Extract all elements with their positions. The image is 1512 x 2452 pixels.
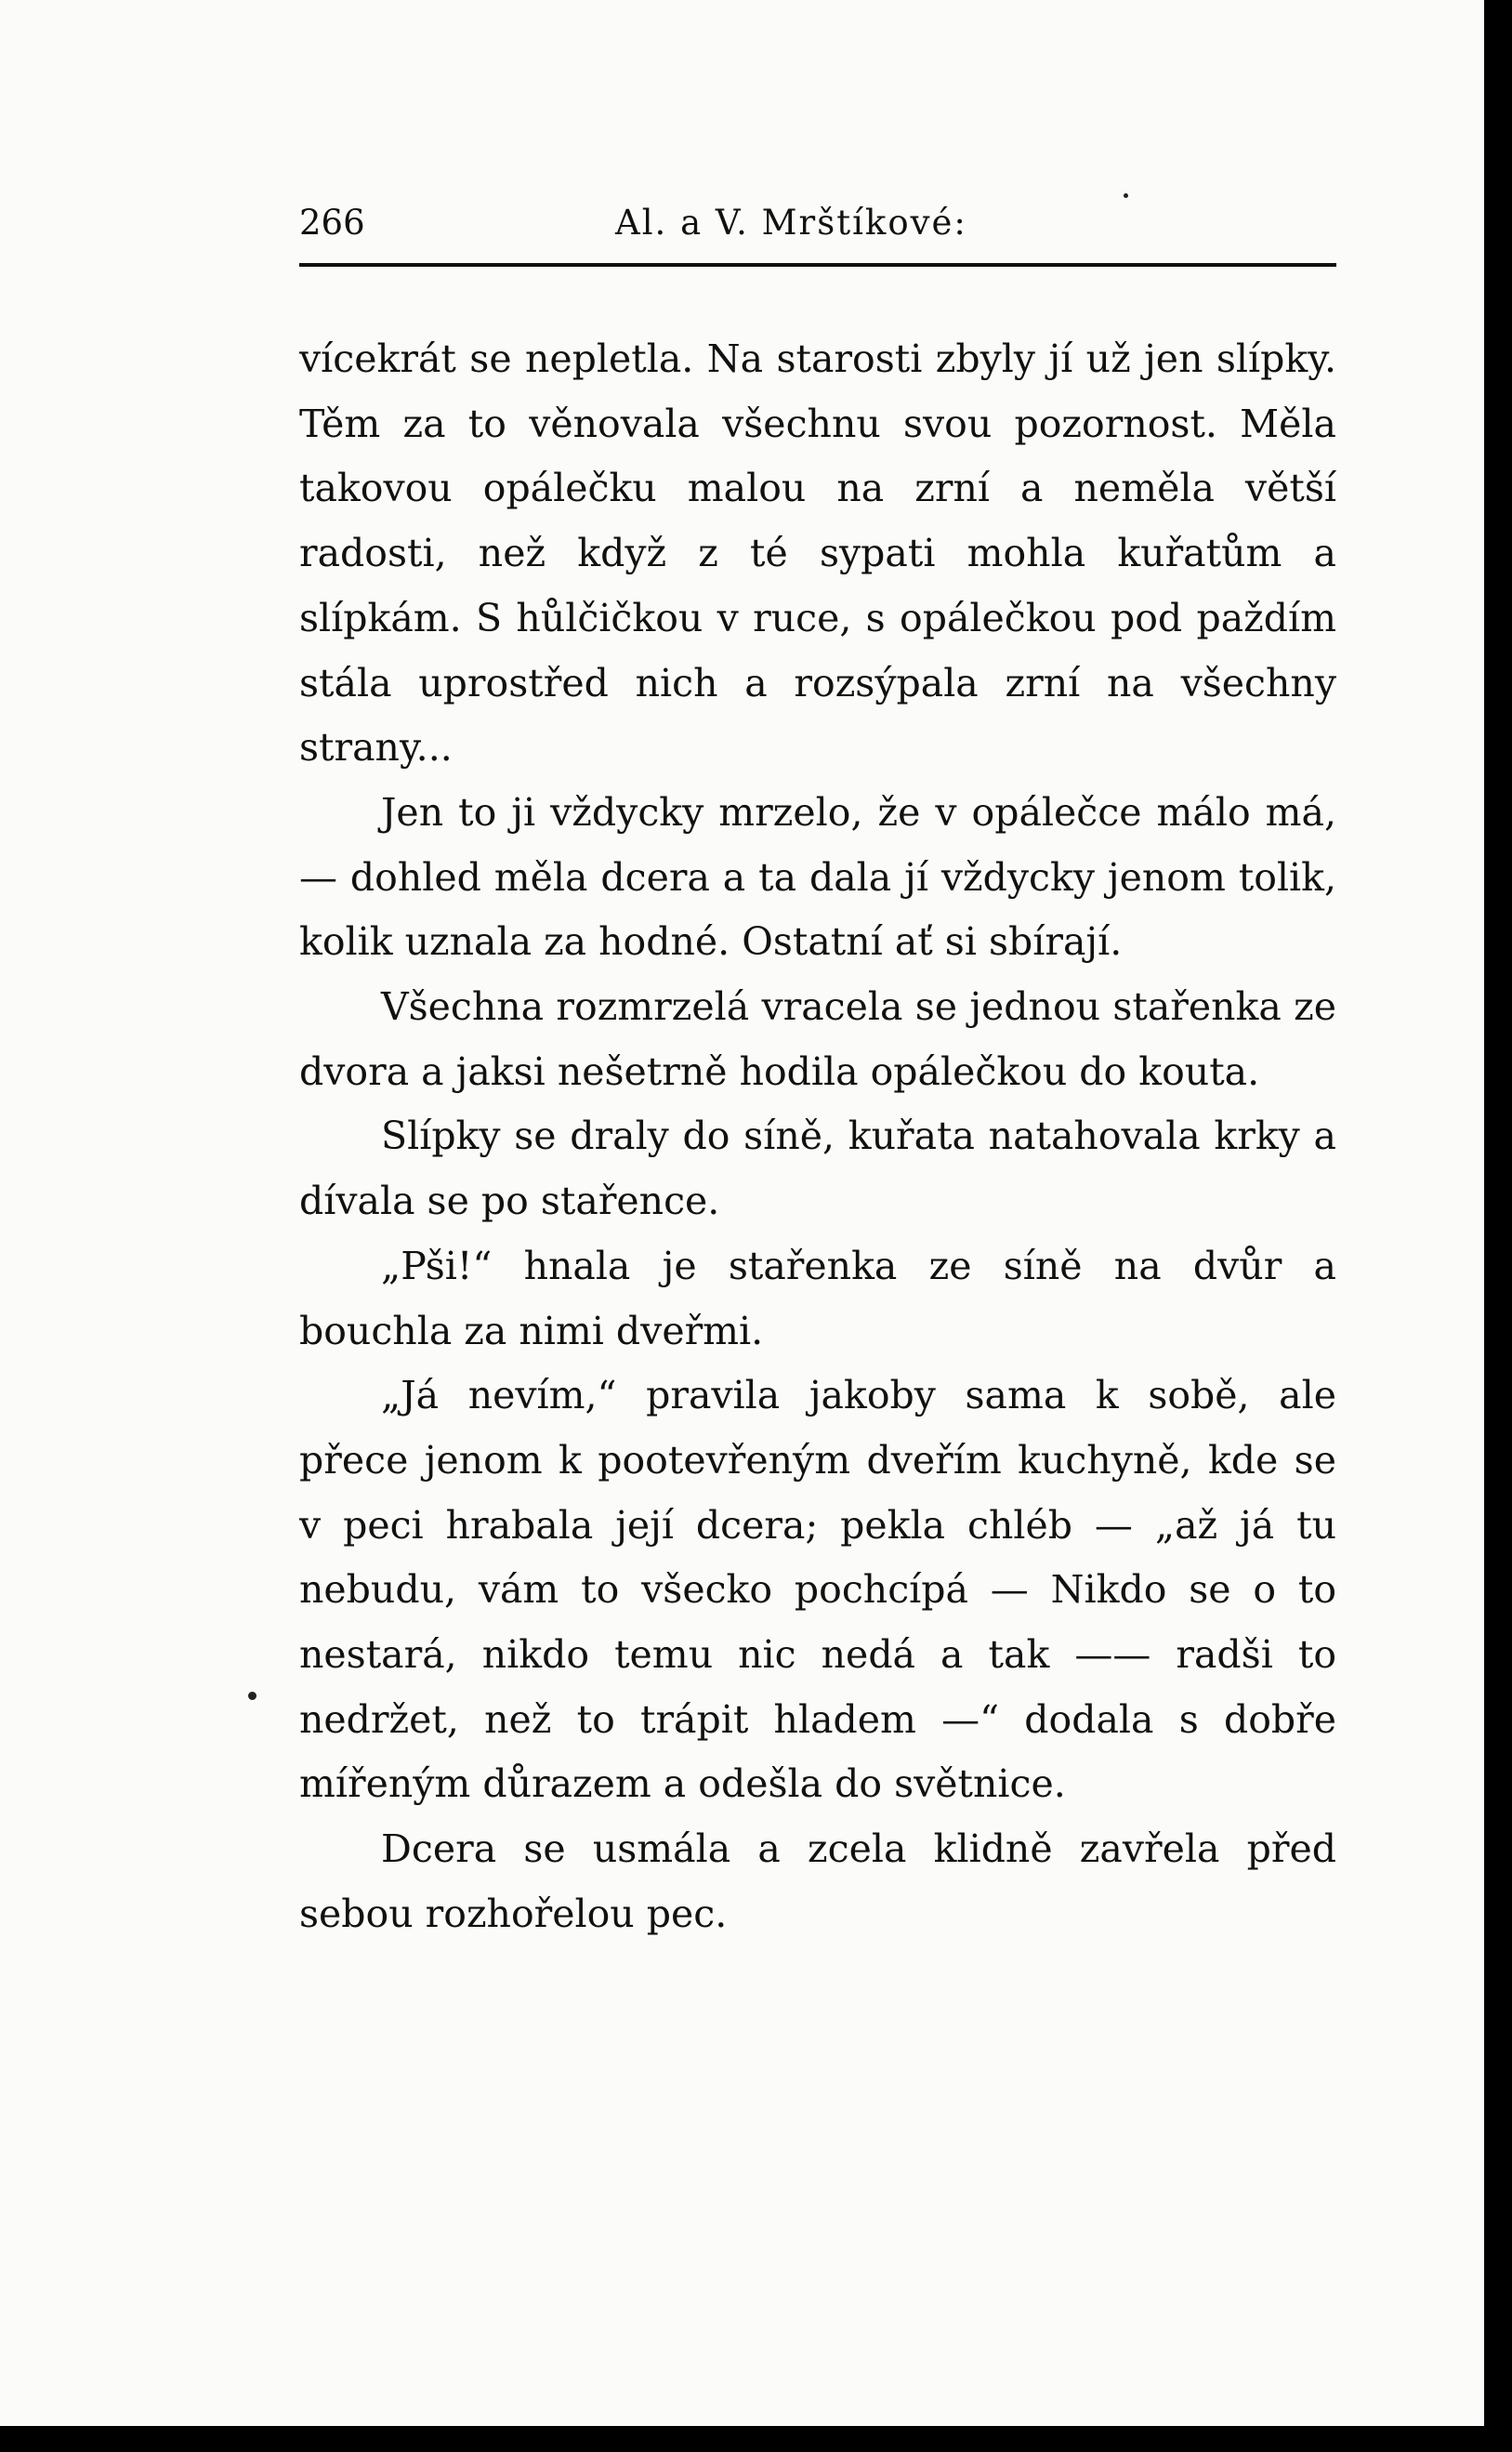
ink-speck	[248, 1692, 256, 1700]
paragraph-2: Jen to ji vždycky mrzelo, že v opálečce málo má, — dohled měla dcera a ta dala jí vždycky jenom tolik, kolik uznala za hodné. Ostatní ať si sbírají.	[299, 789, 1336, 965]
running-title: Al. a V. Mrštíkové:	[615, 203, 967, 243]
page-header	[299, 195, 1336, 249]
body-text	[299, 327, 1336, 1947]
paragraph-7: Dcera se usmála a zcela klidně zavřela před sebou rozhořelou pec.	[299, 1826, 1336, 1936]
paragraph-1: vícekrát se nepletla. Na starosti zbyly jí už jen slípky. Těm za to věnovala všechnu svou pozornost. Měla takovou opálečku malou na zrní a neměla větší radosti, než když z té sypati mohla kuřatům a slípkám. S hůlčičkou v ruce, s opálečkou pod paždím stála uprostřed nich a rozsýpala zrní na všechny strany...	[299, 336, 1336, 771]
paragraph-5: „Pši!“ hnala je stařenka ze síně na dvůr a bouchla za nimi dveřmi.	[299, 1243, 1336, 1353]
page-number: 266	[299, 203, 365, 243]
ink-speck	[1124, 193, 1128, 198]
paragraph-6: „Já nevím,“ pravila jakoby sama k sobě, ale přece jenom k pootevřeným dveřím kuchyně, kde se v peci hrabala její dcera; pekla chléb — „až já tu nebudu, vám to všecko pochcípá — Nikdo se o to nestará, nikdo temu nic nedá a tak —— radši to nedržet, než to trápit hladem —“ dodala s dobře mířeným důrazem a odešla do světnice.	[299, 1373, 1336, 1807]
paragraph-4: Slípky se draly do síně, kuřata natahovala krky a dívala se po stařence.	[299, 1114, 1336, 1224]
header-rule	[299, 263, 1336, 267]
paragraph-3: Všechna rozmrzelá vracela se jednou stařenka ze dvora a jaksi nešetrně hodila opálečkou do kouta.	[299, 984, 1336, 1094]
